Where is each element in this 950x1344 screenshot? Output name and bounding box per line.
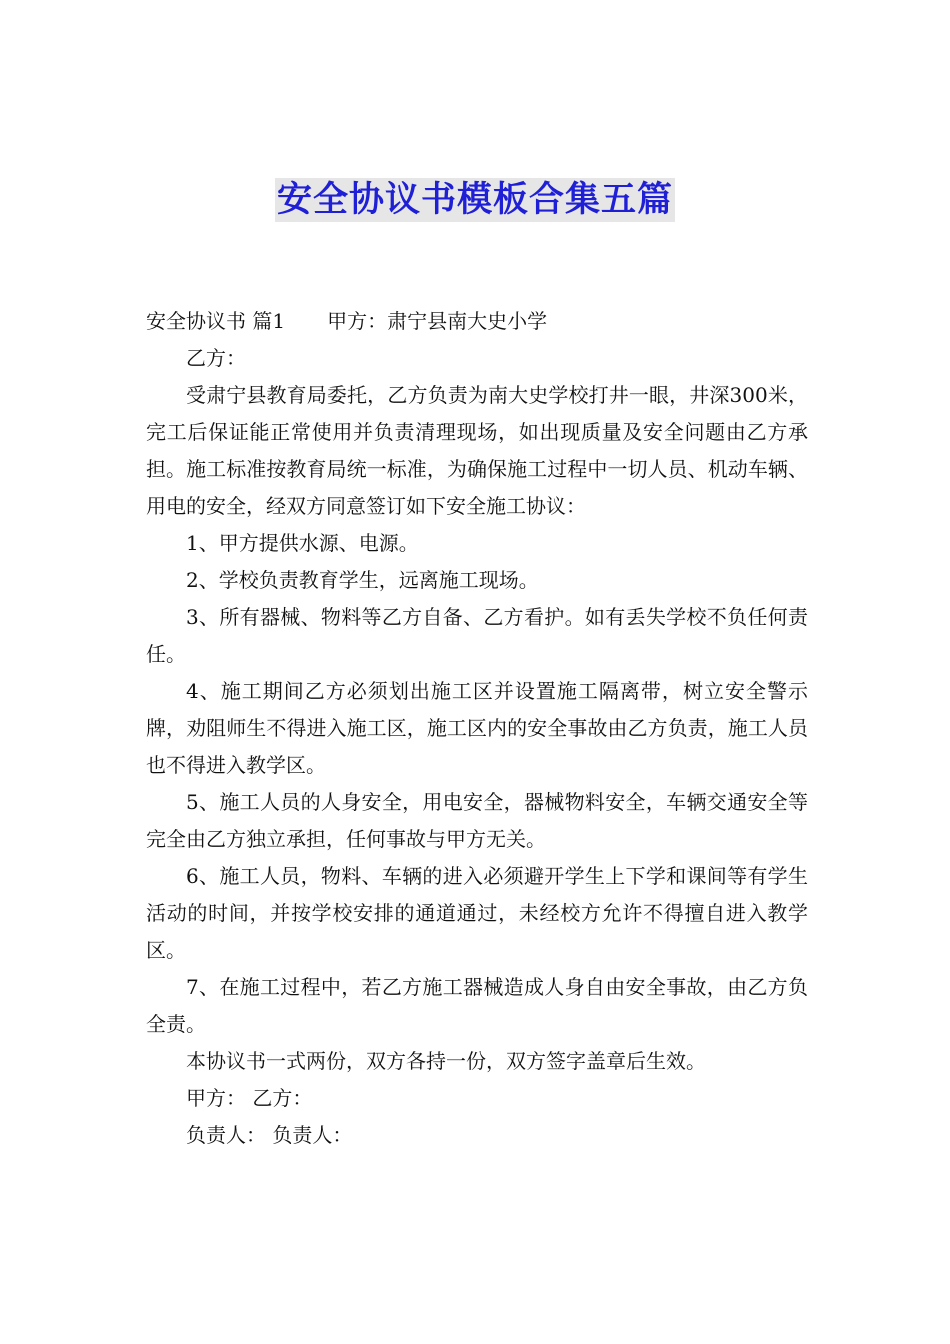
opening-line xyxy=(146,303,808,340)
section-heading: 安全协议书 篇1 xyxy=(146,309,286,333)
party-a-line: 甲方：肃宁县南大史小学 xyxy=(327,309,548,333)
document-title: 安全协议书模板合集五篇 xyxy=(276,180,673,220)
effectiveness-paragraph: 本协议书一式两份，双方各持一份，双方签字盖章后生效。 xyxy=(186,1049,706,1073)
signature-responsible: 负责人： 负责人： xyxy=(186,1123,353,1147)
clause-5: 5、施工人员的人身安全，用电安全，器械物料安全，车辆交通安全等完全由乙方独立承担，任何事故与甲方无关。 xyxy=(146,790,808,851)
signature-parties: 甲方： 乙方： xyxy=(186,1086,313,1110)
clause-2: 2、学校负责教育学生，远离施工现场。 xyxy=(186,568,539,592)
party-b-line: 乙方： xyxy=(186,346,246,370)
clause-7: 7、在施工过程中，若乙方施工器械造成人身自由安全事故，由乙方负全责。 xyxy=(146,975,808,1036)
clause-3: 3、所有器械、物料等乙方自备、乙方看护。如有丢失学校不负任何责任。 xyxy=(146,605,808,666)
clause-6: 6、施工人员，物料、车辆的进入必须避开学生上下学和课间等有学生活动的时间，并按学校安排的通道通过，未经校方允许不得擅自进入教学区。 xyxy=(146,864,808,962)
clause-4: 4、施工期间乙方必须划出施工区并设置施工隔离带，树立安全警示牌，劝阻师生不得进入施工区，施工区内的安全事故由乙方负责，施工人员也不得进入教学区。 xyxy=(146,679,808,777)
clause-1: 1、甲方提供水源、电源。 xyxy=(186,531,419,555)
document-title-block xyxy=(0,178,950,222)
intro-paragraph: 受肃宁县教育局委托，乙方负责为南大史学校打井一眼，井深300米，完工后保证能正常使用并负责清理现场，如出现质量及安全问题由乙方承担。施工标准按教育局统一标准，为确保施工过程中一切人员、机动车辆、用电的安全，经双方同意签订如下安全施工协议： xyxy=(146,383,808,518)
document-body xyxy=(146,303,808,1154)
